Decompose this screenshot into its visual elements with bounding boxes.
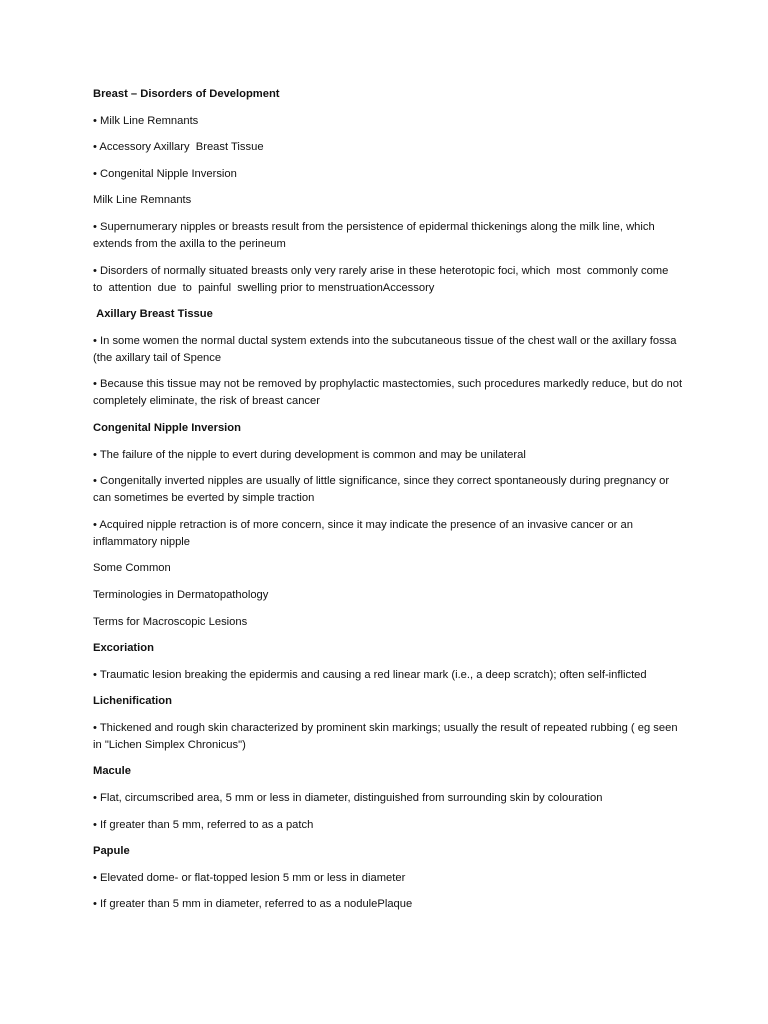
bullet-disorders-heterotopic-foci: • Disorders of normally situated breasts only very rarely arise in these heterotopic foci, which most commonly come to attention due to painful swelling prior to menstruationAccessory — [93, 264, 675, 294]
document-title: Breast – Disorders of Development — [93, 88, 280, 100]
bullet-milk-line-remnants: • Milk Line Remnants — [93, 114, 199, 127]
bullet-accessory-axillary-breast-tissue: • Accessory Axillary Breast Tissue — [93, 141, 264, 154]
bullet-ductal-system-extension: • In some women the normal ductal system extends into the subcutaneous tissue of the chest wall or the axillary fossa (the axillary tail of Spence — [93, 334, 680, 364]
heading-axillary-breast-tissue: Axillary Breast Tissue — [93, 308, 213, 321]
bullet-macule-definition: • Flat, circumscribed area, 5 mm or less in diameter, distinguished from surrounding skin by colouration — [93, 792, 603, 805]
bullet-failure-to-evert: • The failure of the nipple to evert during development is common and may be unilateral — [93, 448, 526, 461]
bullet-patch-definition: • If greater than 5 mm, referred to as a patch — [93, 818, 314, 831]
bullet-papule-definition: • Elevated dome- or flat-topped lesion 5 mm or less in diameter — [93, 871, 406, 884]
text-terminologies-dermatopathology: Terminologies in Dermatopathology — [93, 588, 269, 601]
text-some-common: Some Common — [93, 562, 171, 575]
bullet-excoriation-definition: • Traumatic lesion breaking the epidermis and causing a red linear mark (i.e., a deep scratch); often self-inflicted — [93, 668, 647, 681]
subheading-milk-line-remnants: Milk Line Remnants — [93, 194, 192, 207]
text-terms-macroscopic-lesions: Terms for Macroscopic Lesions — [93, 615, 248, 628]
heading-lichenification: Lichenification — [93, 695, 172, 708]
heading-papule: Papule — [93, 845, 130, 858]
bullet-lichenification-definition: • Thickened and rough skin characterized by prominent skin markings; usually the result of repeated rubbing ( eg seen in "Lichen Simplex Chronicus") — [93, 721, 681, 751]
bullet-acquired-nipple-retraction: • Acquired nipple retraction is of more concern, since it may indicate the presence of an invasive cancer or an inflammatory nipple — [93, 518, 637, 548]
heading-macule: Macule — [93, 765, 131, 778]
bullet-congenital-nipple-inversion: • Congenital Nipple Inversion — [93, 167, 237, 180]
document-page — [93, 86, 686, 923]
bullet-prophylactic-mastectomies: • Because this tissue may not be removed by prophylactic mastectomies, such procedures markedly reduce, but do not completely eliminate, the risk of breast cancer — [93, 378, 686, 408]
heading-congenital-nipple-inversion: Congenital Nipple Inversion — [93, 421, 241, 434]
heading-excoriation: Excoriation — [93, 642, 154, 655]
bullet-congenitally-inverted-nipples: • Congenitally inverted nipples are usually of little significance, since they correct spontaneously during pregnancy or can sometimes be everted by simple traction — [93, 475, 673, 505]
bullet-nodule-definition: • If greater than 5 mm in diameter, referred to as a nodulePlaque — [93, 898, 413, 911]
bullet-supernumerary-nipples: • Supernumerary nipples or breasts result from the persistence of epidermal thickenings along the milk line, which extends from the axilla to the perineum — [93, 220, 658, 250]
